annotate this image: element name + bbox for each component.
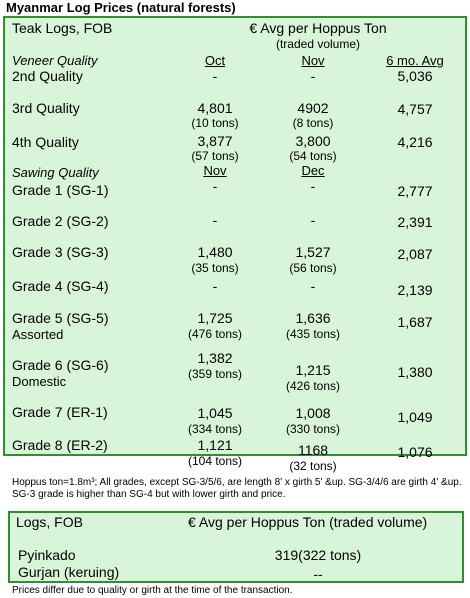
row-avg: 2,087 [397, 246, 433, 262]
row-value-1: 1,382 [197, 350, 233, 366]
row-value-2: - [310, 68, 316, 84]
row-tons-2: (426 tons) [285, 379, 341, 393]
row-sublabel: Assorted [12, 327, 64, 342]
row-label: 3rd Quality [12, 100, 80, 116]
row-avg: 1,076 [397, 444, 433, 460]
row-label: 4th Quality [12, 134, 79, 150]
row-tons-1: (104 tons) [187, 454, 243, 468]
row-value-2: 1,636 [295, 310, 331, 326]
veneer-col-nov: Nov [301, 53, 325, 68]
other-heading: Logs, FOB [16, 514, 83, 530]
row-tons-1: (359 tons) [187, 367, 243, 381]
row-value-1: 3,877 [197, 133, 233, 149]
sawing-col-nov: Nov [203, 163, 227, 178]
row-value-1: - [212, 212, 218, 228]
row-value-2: 4902 [297, 100, 329, 116]
page-title: Myanmar Log Prices (natural forests) [6, 0, 236, 15]
row-avg: 4,757 [397, 101, 433, 117]
row-value-2: - [310, 278, 316, 294]
row-label: Grade 6 (SG-6) [12, 357, 109, 373]
row-value-1: 1,480 [197, 244, 233, 260]
row-avg: 1,687 [397, 314, 433, 330]
row-tons-1: (476 tons) [187, 327, 243, 341]
row-label: Grade 4 (SG-4) [12, 278, 109, 294]
row-label: Gurjan (keruing) [18, 564, 120, 580]
row-avg: 1,049 [397, 409, 433, 425]
veneer-col-oct: Oct [204, 53, 226, 68]
row-tons-2: (8 tons) [292, 116, 334, 130]
row-value-2: 1,008 [295, 405, 331, 421]
row-label: Grade 8 (ER-2) [12, 437, 108, 453]
row-tons-2: (330 tons) [285, 422, 341, 436]
teak-heading: Teak Logs, FOB [12, 20, 113, 36]
other-footnote: Prices differ due to quality or girth at the time of the transaction. [12, 585, 293, 596]
row-avg: 1,380 [397, 364, 433, 380]
row-value-2: 1168 [297, 442, 329, 458]
row-label: Grade 3 (SG-3) [12, 244, 109, 260]
sawing-quality-label: Sawing Quality [12, 165, 99, 180]
row-tons-2: (435 tons) [285, 327, 341, 341]
teak-footnote: Hoppus ton=1.8m³; All grades, except SG-3/5/6, are length 8' x girth 5' &up. SG-3/4/6 are girth 4' &up. SG-3 grade is higher than SG-4 but with lower girth and price. [12, 477, 462, 500]
row-value-2: 1,527 [295, 244, 331, 260]
row-value-2: 3,800 [295, 133, 331, 149]
other-unit-heading: € Avg per Hoppus Ton (traded volume) [188, 514, 428, 530]
row-avg: 4,216 [397, 134, 433, 150]
row-value-1: - [212, 68, 218, 84]
row-label: Grade 7 (ER-1) [12, 404, 108, 420]
row-label: Grade 1 (SG-1) [12, 182, 109, 198]
row-value-1: 1,725 [197, 310, 233, 326]
row-value-2: - [310, 178, 316, 194]
row-value-2: 1,215 [295, 362, 331, 378]
row-tons-1: (35 tons) [191, 261, 239, 275]
row-avg: 2,391 [397, 214, 433, 230]
row-sublabel: Domestic [12, 374, 67, 389]
row-value: 319(322 tons) [274, 547, 362, 563]
row-tons-1: (57 tons) [191, 149, 239, 163]
row-value-1: 4,801 [197, 100, 233, 116]
row-tons-2: (56 tons) [289, 261, 337, 275]
row-label: Grade 5 (SG-5) [12, 310, 109, 326]
row-value: -- [313, 566, 323, 582]
teak-unit-sub: (traded volume) [275, 37, 361, 51]
row-value-2: - [310, 212, 316, 228]
row-value-1: - [212, 278, 218, 294]
row-tons-2: (54 tons) [289, 149, 337, 163]
row-label: Pyinkado [18, 547, 76, 563]
row-label: 2nd Quality [12, 68, 83, 84]
sawing-col-dec: Dec [301, 163, 325, 178]
veneer-quality-label: Veneer Quality [12, 53, 98, 68]
teak-unit-heading: € Avg per Hoppus Ton [249, 20, 387, 36]
row-avg: 2,777 [397, 183, 433, 199]
row-value-1: 1,045 [197, 405, 233, 421]
row-value-1: - [212, 178, 218, 194]
veneer-col-6mo-avg: 6 mo. Avg [386, 53, 444, 68]
row-avg: 2,139 [397, 282, 433, 298]
row-tons-1: (334 tons) [187, 422, 243, 436]
row-label: Grade 2 (SG-2) [12, 213, 109, 229]
row-avg: 5,036 [397, 68, 433, 84]
row-value-1: 1,121 [197, 437, 233, 453]
row-tons-1: (10 tons) [191, 116, 239, 130]
row-tons-2: (32 tons) [289, 459, 337, 473]
